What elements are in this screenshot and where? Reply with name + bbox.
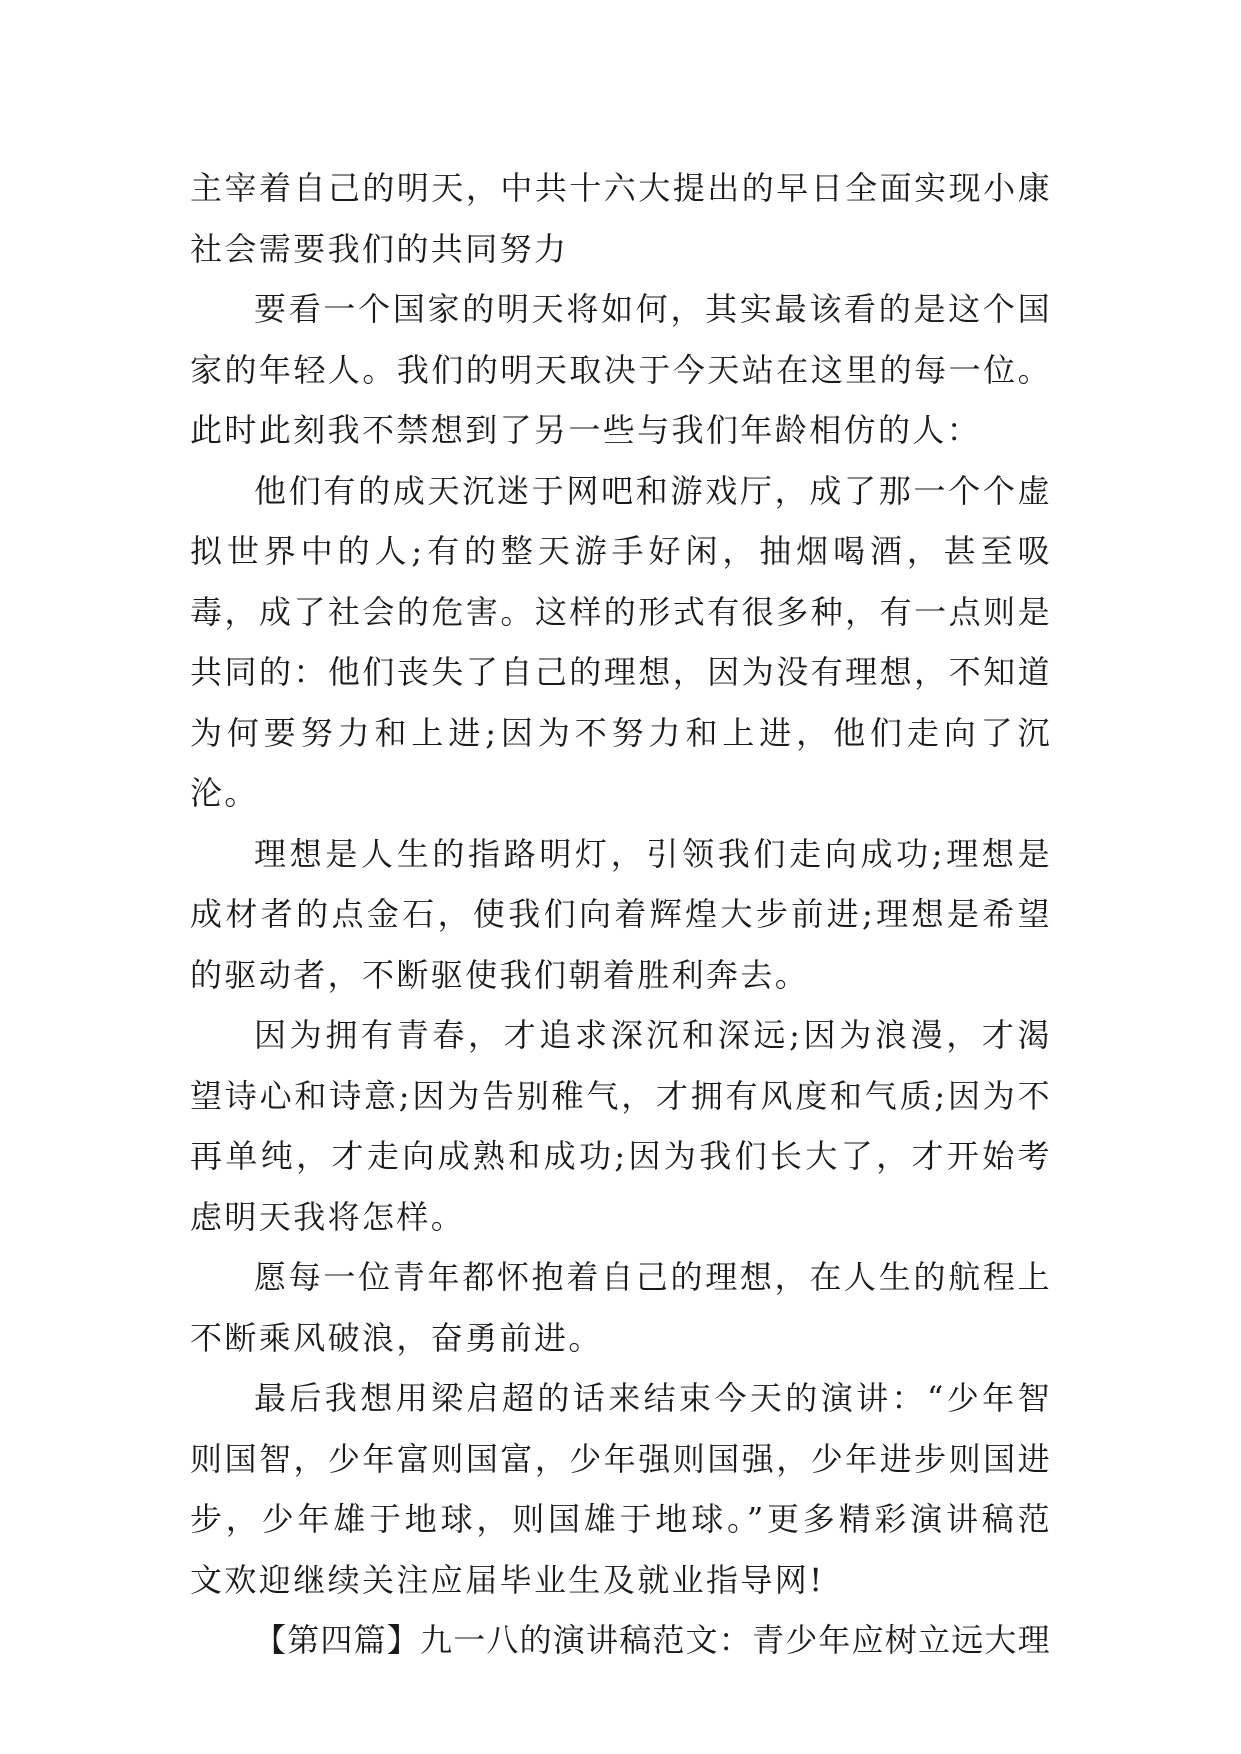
paragraph-5: 因为拥有青春，才追求深沉和深远;因为浪漫，才渴望诗心和诗意;因为告别稚气，才拥有风度和气质;因为不再单纯，才走向成熟和成功;因为我们长大了，才开始考虑明天我将怎样。 bbox=[190, 1016, 1052, 1236]
paragraph-7: 最后我想用梁启超的话来结束今天的演讲：“少年智则国智，少年富则国富，少年强则国强，少年进步则国进步，少年雄于地球，则国雄于地球。”更多精彩演讲稿范文欢迎继续关注应届毕业生及就业指导网! bbox=[190, 1379, 1052, 1599]
section-heading: 【第四篇】九一八的演讲稿范文：青少年应树立远大理 bbox=[254, 1621, 1051, 1659]
paragraph-1: 主宰着自己的明天，中共十六大提出的早日全面实现小康社会需要我们的共同努力 bbox=[190, 169, 1052, 268]
paragraph-6: 愿每一位青年都怀抱着自己的理想，在人生的航程上不断乘风破浪，奋勇前进。 bbox=[190, 1258, 1052, 1357]
paragraph-2: 要看一个国家的明天将如何，其实最该看的是这个国家的年轻人。我们的明天取决于今天站在这里的每一位。此时此刻我不禁想到了另一些与我们年龄相仿的人： bbox=[190, 290, 1052, 449]
document-page bbox=[190, 158, 1052, 1671]
paragraph-3: 他们有的成天沉迷于网吧和游戏厅，成了那一个个虚拟世界中的人;有的整天游手好闲，抽烟喝酒，甚至吸毒，成了社会的危害。这样的形式有很多种，有一点则是共同的：他们丧失了自己的理想，因为没有理想，不知道为何要努力和上进;因为不努力和上进，他们走向了沉沦。 bbox=[190, 471, 1052, 812]
paragraph-4: 理想是人生的指路明灯，引领我们走向成功;理想是成材者的点金石，使我们向着辉煌大步前进;理想是希望的驱动者，不断驱使我们朝着胜利奔去。 bbox=[190, 834, 1052, 994]
